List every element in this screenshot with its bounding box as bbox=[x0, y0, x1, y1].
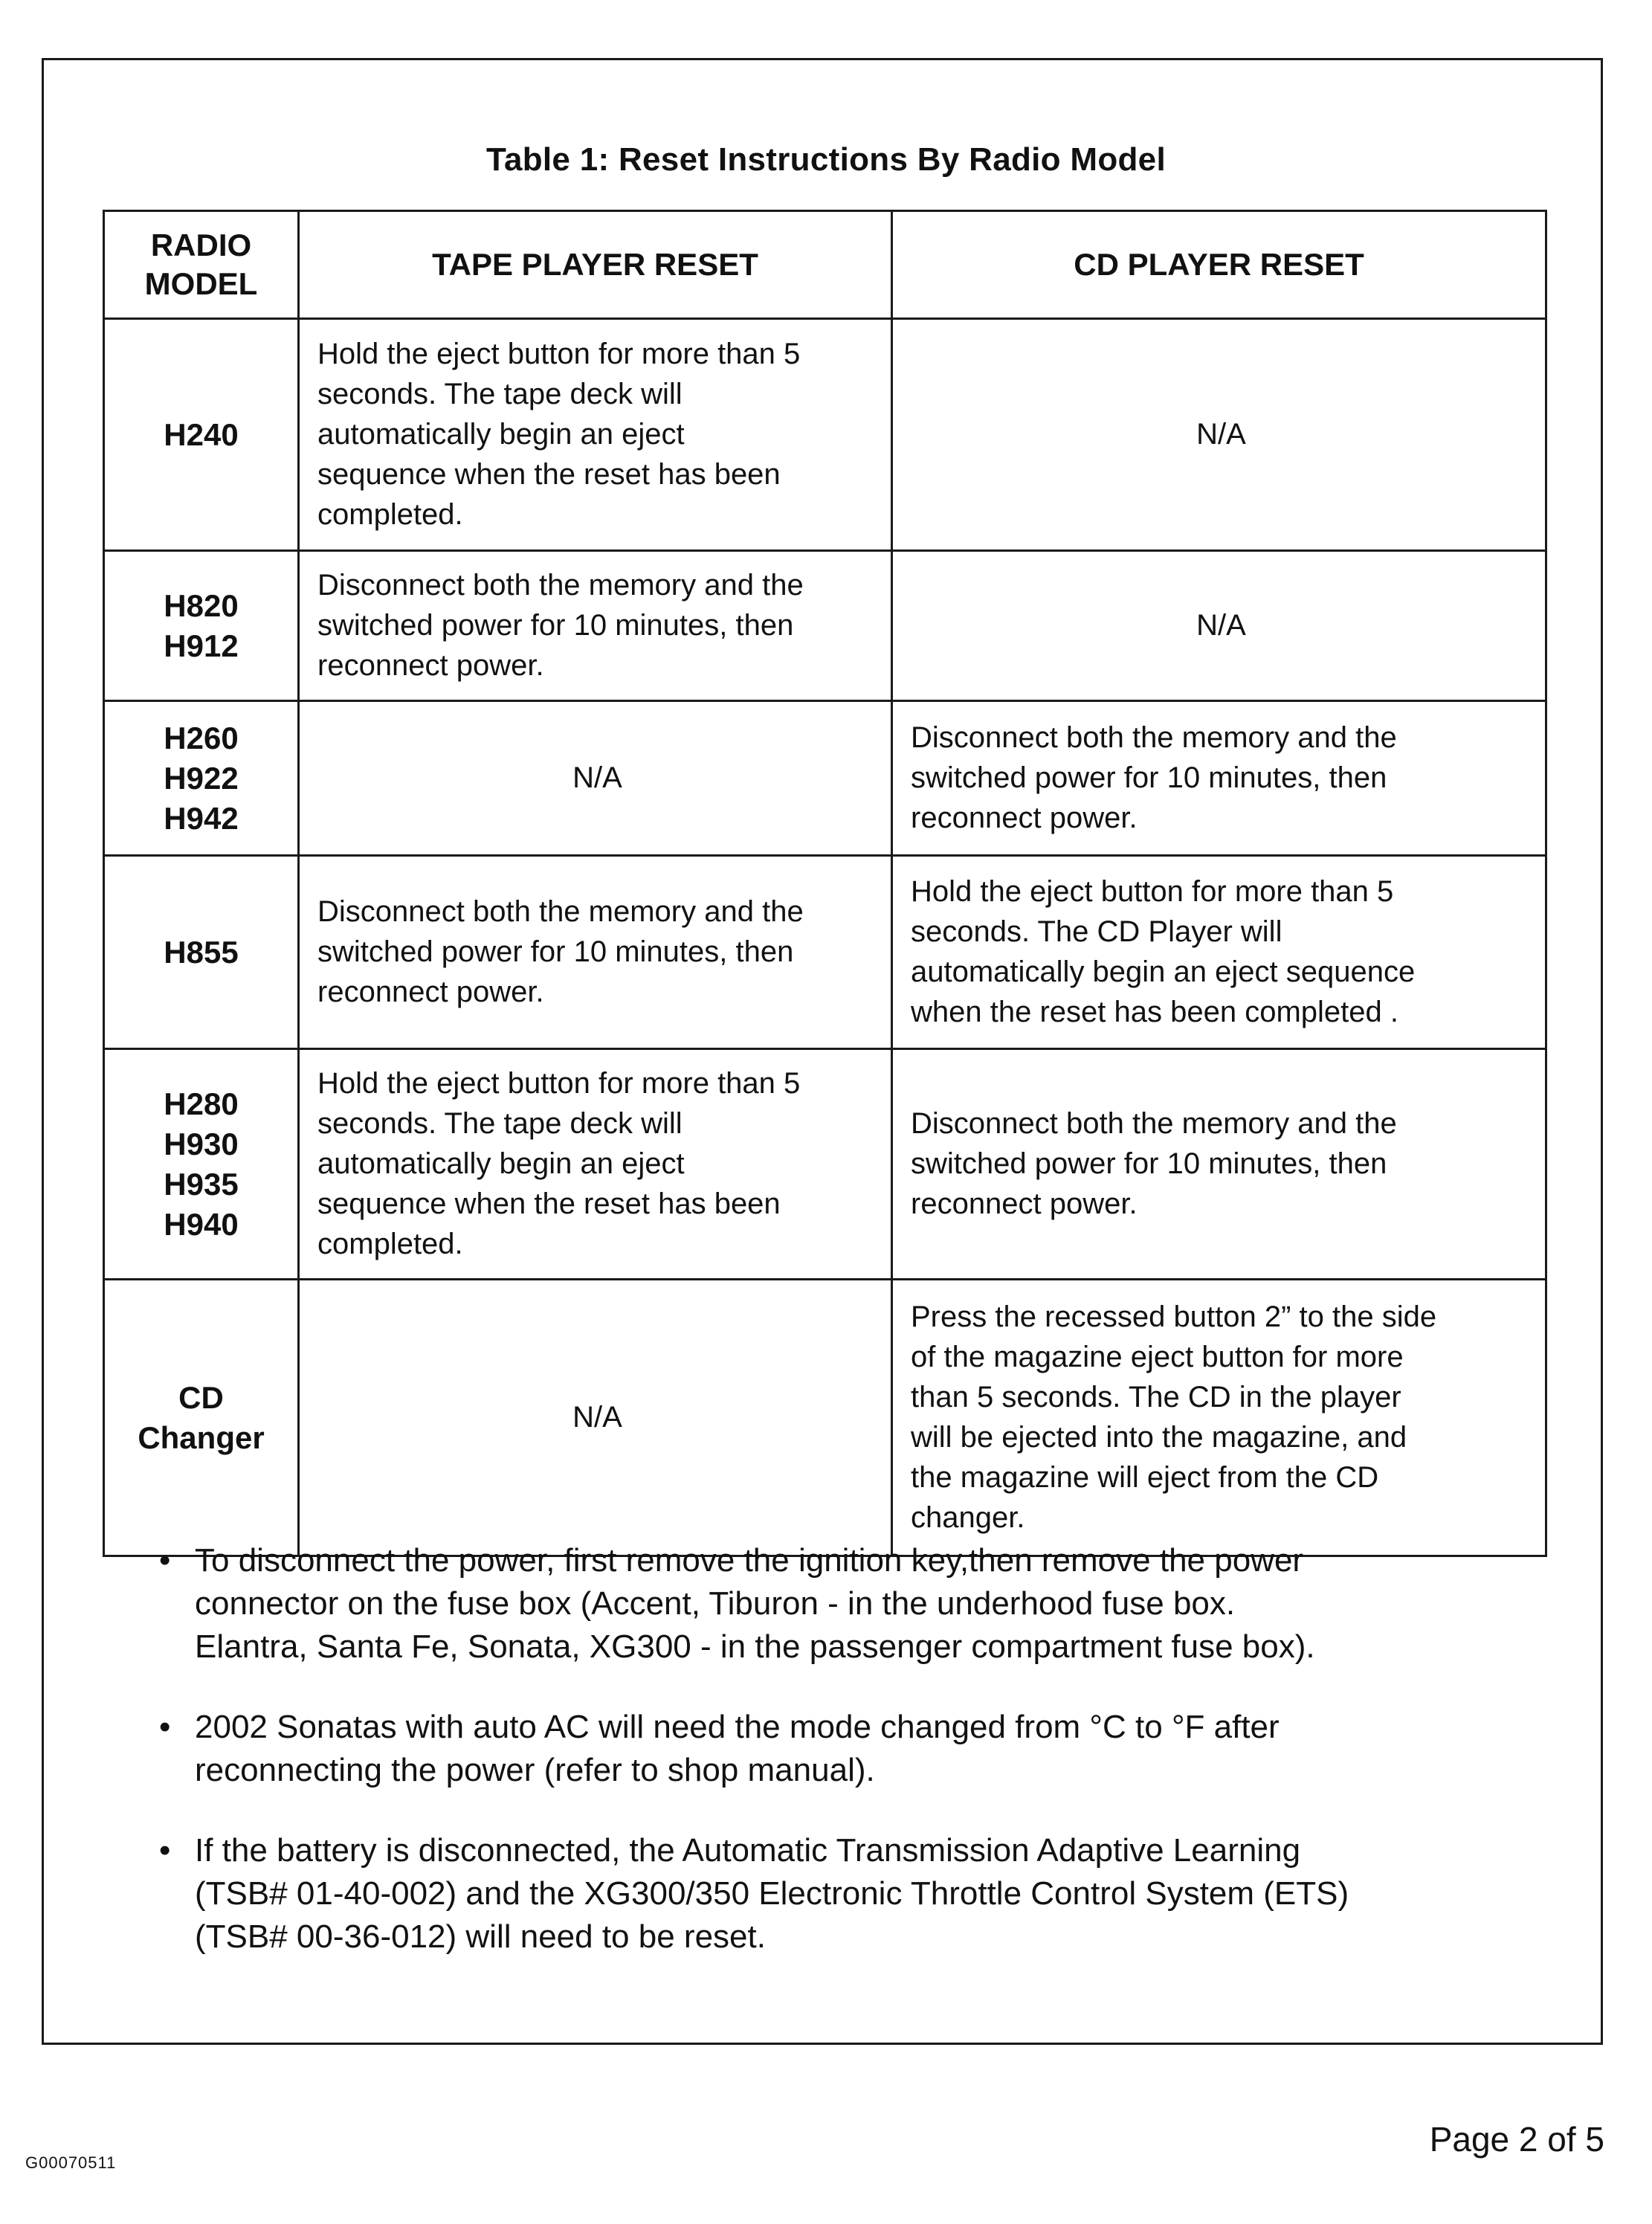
note-line: If the battery is disconnected, the Automatic Transmission Adaptive Learning bbox=[195, 1832, 1301, 1869]
note-line: 2002 Sonatas with auto AC will need the mode changed from °C to °F after bbox=[195, 1709, 1280, 1745]
cd-reset-cell: N/A bbox=[892, 551, 1546, 701]
table-row bbox=[104, 856, 1546, 1049]
table-row bbox=[104, 1049, 1546, 1280]
table-title: Table 1: Reset Instructions By Radio Model bbox=[486, 141, 1166, 178]
cd-reset-cell: Disconnect both the memory and the switched power for 10 minutes, then reconnect power. bbox=[892, 1049, 1546, 1280]
bullet-icon: • bbox=[159, 1709, 171, 1745]
note-line: To disconnect the power, first remove the ignition key,then remove the power bbox=[195, 1542, 1304, 1579]
note-line: connector on the fuse box (Accent, Tiburon - in the underhood fuse box. bbox=[195, 1585, 1236, 1622]
table-body bbox=[104, 319, 1546, 1556]
model-cell: H260 H922 H942 bbox=[104, 701, 299, 856]
table-row bbox=[104, 1280, 1546, 1556]
table-row bbox=[104, 319, 1546, 551]
note-item bbox=[149, 1706, 1561, 1792]
tape-reset-cell: Disconnect both the memory and the switched power for 10 minutes, then reconnect power. bbox=[299, 551, 892, 701]
tape-reset-cell: N/A bbox=[299, 701, 892, 856]
note-line: Elantra, Santa Fe, Sonata, XG300 - in the passenger compartment fuse box). bbox=[195, 1628, 1315, 1665]
tape-reset-cell: N/A bbox=[299, 1280, 892, 1556]
tape-reset-cell: Disconnect both the memory and the switched power for 10 minutes, then reconnect power. bbox=[299, 856, 892, 1049]
note-line: (TSB# 00-36-012) will need to be reset. bbox=[195, 1918, 766, 1955]
cd-reset-cell: N/A bbox=[892, 319, 1546, 551]
reset-instructions-table bbox=[103, 210, 1547, 1557]
table-header-row bbox=[104, 211, 1546, 319]
model-cell: H280 H930 H935 H940 bbox=[104, 1049, 299, 1280]
page-number: Page 2 of 5 bbox=[1429, 2120, 1604, 2159]
note-item bbox=[149, 1539, 1561, 1669]
cd-reset-cell: Disconnect both the memory and the switched power for 10 minutes, then reconnect power. bbox=[892, 701, 1546, 856]
bullet-icon: • bbox=[159, 1832, 171, 1869]
header-tape-player-reset: TAPE PLAYER RESET bbox=[299, 211, 892, 319]
note-line: (TSB# 01-40-002) and the XG300/350 Electronic Throttle Control System (ETS) bbox=[195, 1875, 1349, 1912]
notes-list bbox=[149, 1539, 1561, 1996]
header-radio-model: RADIO MODEL bbox=[104, 211, 299, 319]
model-cell: CD Changer bbox=[104, 1280, 299, 1556]
table-row bbox=[104, 551, 1546, 701]
bullet-icon: • bbox=[159, 1542, 171, 1579]
cd-reset-cell: Press the recessed button 2” to the side of the magazine eject button for more than 5 seconds. The CD in the player will be ejected into the magazine, and the magazine will eject from the CD changer. bbox=[892, 1280, 1546, 1556]
model-cell: H820 H912 bbox=[104, 551, 299, 701]
note-item bbox=[149, 1829, 1561, 1959]
header-cd-player-reset: CD PLAYER RESET bbox=[892, 211, 1546, 319]
cd-reset-cell: Hold the eject button for more than 5 seconds. The CD Player will automatically begin an eject sequence when the reset has been completed . bbox=[892, 856, 1546, 1049]
tape-reset-cell: Hold the eject button for more than 5 seconds. The tape deck will automatically begin an eject sequence when the reset has been completed. bbox=[299, 1049, 892, 1280]
model-cell: H855 bbox=[104, 856, 299, 1049]
document-code: G00070511 bbox=[25, 2153, 117, 2172]
model-cell: H240 bbox=[104, 319, 299, 551]
tape-reset-cell: Hold the eject button for more than 5 seconds. The tape deck will automatically begin an eject sequence when the reset has been completed. bbox=[299, 319, 892, 551]
note-line: reconnecting the power (refer to shop manual). bbox=[195, 1752, 875, 1788]
table-row bbox=[104, 701, 1546, 856]
